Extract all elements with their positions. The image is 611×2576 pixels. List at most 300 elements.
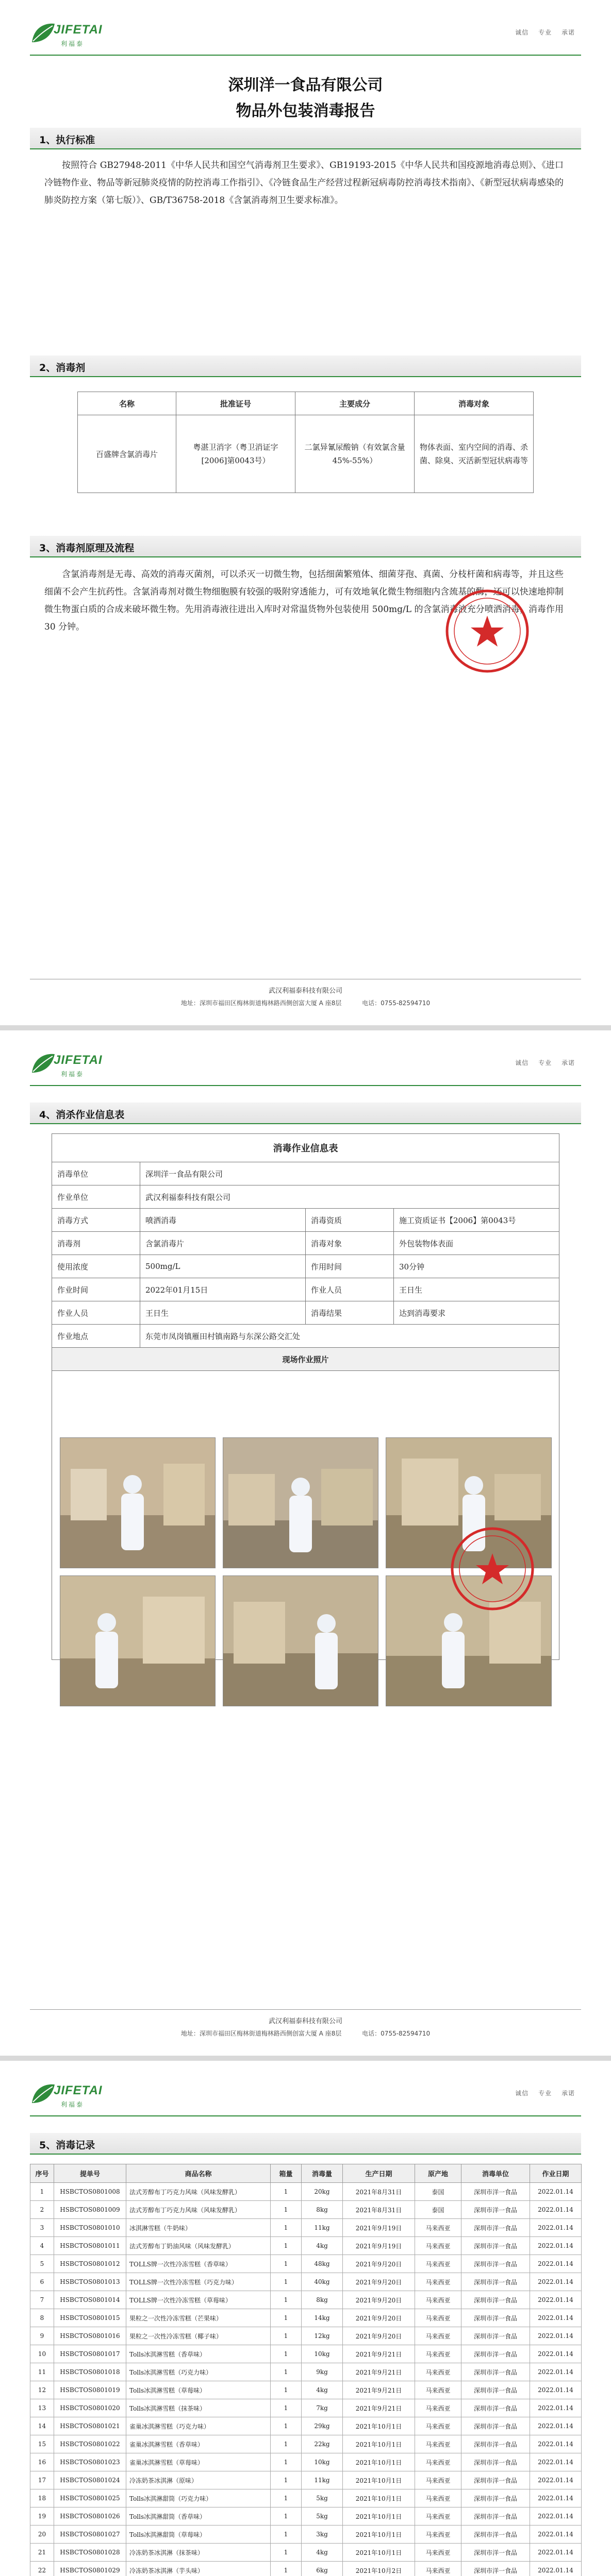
disinfect-amount: 4kg [302, 2237, 343, 2255]
client-unit: 深圳市洋一食品 [461, 2255, 530, 2273]
brand-name-cn: 利福泰 [61, 40, 85, 47]
duration-label: 作用时间 [306, 1255, 394, 1278]
section-title: 4、消杀作业信息表 [39, 1109, 125, 1121]
disinfect-amount: 12kg [302, 2327, 343, 2345]
product-name: Tolls冰淇淋雪糕（抹茶味） [126, 2399, 271, 2417]
product-name: 果粒之一次性冷冻雪糕（芒果味） [126, 2309, 271, 2327]
disinfect-amount: 11kg [302, 2219, 343, 2237]
staff-label: 作业人员 [306, 1278, 394, 1301]
col-header-origin: 原产地 [415, 2164, 461, 2183]
origin: 马来西亚 [415, 2237, 461, 2255]
origin: 泰国 [415, 2201, 461, 2219]
disinfect-amount: 10kg [302, 2453, 343, 2471]
bill-number: HSBCTOS0801029 [54, 2562, 126, 2576]
product-name: TOLLS牌一次性冷冻雪糕（草莓味） [126, 2291, 271, 2309]
slogan-2: 专业 [538, 2090, 552, 2097]
disinfectant-name: 百盛牌含氯消毒片 [78, 415, 176, 493]
table-row [30, 2309, 582, 2327]
client-unit: 深圳市洋一食品 [461, 2273, 530, 2291]
carton-count: 1 [271, 2507, 302, 2526]
row-index: 3 [30, 2219, 54, 2237]
client-unit: 深圳市洋一食品 [461, 2219, 530, 2237]
production-date: 2021年10月1日 [343, 2417, 415, 2435]
product-name: Tolls冰淇淋雪糕（草莓味） [126, 2381, 271, 2399]
footer-contact [0, 998, 611, 1007]
footer-address: 地址：深圳市福田区梅林街道梅林路西侧创富大厦 A 座8层 [180, 2030, 342, 2037]
table-row [30, 2381, 582, 2399]
production-date: 2021年9月20日 [343, 2291, 415, 2309]
slogan-1: 诚信 [515, 2090, 529, 2097]
production-date: 2021年10月1日 [343, 2489, 415, 2507]
production-date: 2021年10月2日 [343, 2562, 415, 2576]
object-label: 消毒对象 [306, 1232, 394, 1255]
work-date: 2022.01.14 [530, 2291, 582, 2309]
carton-count: 1 [271, 2544, 302, 2562]
row-index: 11 [30, 2363, 54, 2381]
disinfect-amount: 9kg [302, 2363, 343, 2381]
table-row [30, 2363, 582, 2381]
carton-count: 1 [271, 2273, 302, 2291]
carton-count: 1 [271, 2471, 302, 2489]
table-row [30, 2453, 582, 2471]
product-name: 法式芳醇布丁巧克力风味（风味发酵乳） [126, 2201, 271, 2219]
product-name: TOLLS牌一次性冷冻雪糕（香草味） [126, 2255, 271, 2273]
col-header-product-name: 商品名称 [126, 2164, 271, 2183]
production-date: 2021年9月21日 [343, 2399, 415, 2417]
origin: 马来西亚 [415, 2219, 461, 2237]
date-label: 作业时间 [52, 1278, 140, 1301]
production-date: 2021年9月19日 [343, 2219, 415, 2237]
product-name: Tolls冰淇淋甜筒（巧克力味） [126, 2489, 271, 2507]
carton-count: 1 [271, 2255, 302, 2273]
table-row [30, 2417, 582, 2435]
report-page-3 [0, 2061, 611, 2576]
brand-name: JIFETAI [54, 2083, 103, 2097]
slogan-3: 承诺 [561, 1059, 575, 1066]
origin: 马来西亚 [415, 2327, 461, 2345]
report-page-1 [0, 0, 611, 1025]
origin: 马来西亚 [415, 2526, 461, 2544]
carton-count: 1 [271, 2291, 302, 2309]
table-row [30, 2219, 582, 2237]
origin: 马来西亚 [415, 2544, 461, 2562]
product-name: Tolls冰淇淋甜筒（草莓味） [126, 2526, 271, 2544]
origin: 马来西亚 [415, 2471, 461, 2489]
origin: 马来西亚 [415, 2417, 461, 2435]
leaf-icon [30, 22, 57, 44]
client-unit: 深圳市洋一食品 [461, 2183, 530, 2201]
carton-count: 1 [271, 2345, 302, 2363]
company-seal [443, 587, 531, 675]
row-index: 15 [30, 2435, 54, 2453]
production-date: 2021年8月31日 [343, 2201, 415, 2219]
table-row [30, 2562, 582, 2576]
report-page-2 [0, 1030, 611, 2056]
origin: 马来西亚 [415, 2363, 461, 2381]
disinfect-amount: 22kg [302, 2435, 343, 2453]
bill-number: HSBCTOS0801028 [54, 2544, 126, 2562]
work-date: 2022.01.14 [530, 2381, 582, 2399]
bill-number: HSBCTOS0801014 [54, 2291, 126, 2309]
slogan-1: 诚信 [515, 29, 529, 36]
section-disinfectant [30, 355, 581, 377]
carton-count: 1 [271, 2183, 302, 2201]
table-row [30, 2183, 582, 2201]
production-date: 2021年10月1日 [343, 2435, 415, 2453]
footer-phone: 电话：0755-82594710 [362, 999, 431, 1007]
slogan-2: 专业 [538, 29, 552, 36]
col-header: 消毒对象 [415, 392, 534, 415]
production-date: 2021年9月20日 [343, 2309, 415, 2327]
date-value: 2022年01月15日 [140, 1278, 306, 1301]
row-index: 4 [30, 2237, 54, 2255]
production-date: 2021年10月1日 [343, 2507, 415, 2526]
row-index: 10 [30, 2345, 54, 2363]
footer-company: 武汉利福泰科技有限公司 [268, 987, 342, 995]
license-value: 施工资质证书【2006】第0043号 [394, 1209, 559, 1232]
client-label: 消毒单位 [52, 1162, 140, 1185]
disinfectant-target: 物体表面、室内空间的消毒、杀菌、除臭、灭活新型冠状病毒等 [415, 415, 534, 493]
client-unit: 深圳市洋一食品 [461, 2345, 530, 2363]
row-index: 19 [30, 2507, 54, 2526]
origin: 马来西亚 [415, 2381, 461, 2399]
carton-count: 1 [271, 2327, 302, 2345]
site-photo-2 [223, 1437, 378, 1568]
bill-number: HSBCTOS0801024 [54, 2471, 126, 2489]
slogan-1: 诚信 [515, 1059, 529, 1066]
production-date: 2021年8月31日 [343, 2183, 415, 2201]
work-date: 2022.01.14 [530, 2435, 582, 2453]
operator-label: 作业单位 [52, 1185, 140, 1209]
origin: 泰国 [415, 2183, 461, 2201]
production-date: 2021年9月21日 [343, 2381, 415, 2399]
work-date: 2022.01.14 [530, 2544, 582, 2562]
agent-value: 含氯消毒片 [140, 1232, 306, 1255]
location-value: 东莞市凤岗镇雁田村镇南路与东深公路交汇处 [140, 1325, 559, 1348]
disinfectant-ingredient: 二氯异氰尿酸钠（有效氯含量45%-55%） [295, 415, 415, 493]
disinfect-amount: 4kg [302, 2544, 343, 2562]
row-index: 18 [30, 2489, 54, 2507]
table-row [30, 2435, 582, 2453]
origin: 马来西亚 [415, 2489, 461, 2507]
production-date: 2021年10月1日 [343, 2544, 415, 2562]
work-date: 2022.01.14 [530, 2309, 582, 2327]
section-title: 5、消毒记录 [39, 2140, 95, 2151]
standards-text: 按照符合 GB27948-2011《中华人民共和国空气消毒剂卫生要求》、GB19193-2015《中华人民共和国疫源地消毒总则》、《进口冷链物作业、物品等新冠肺炎疫情的防控消毒工作指引》、《冷链食品生产经营过程新冠病毒防控消毒技术指南》、《新型冠状病毒感染的肺炎防控方案（第七版）》、GB/T36758-2018《含氯消毒剂卫生要求标准》。 [44, 160, 564, 206]
header-slogans [508, 28, 575, 37]
product-name: Tolls冰淇淋雪糕（香草味） [126, 2345, 271, 2363]
origin: 马来西亚 [415, 2255, 461, 2273]
worksheet-title: 消毒作业信息表 [52, 1134, 559, 1162]
disinfect-amount: 40kg [302, 2273, 343, 2291]
header-slogans [508, 1058, 575, 1067]
disinfect-amount: 11kg [302, 2471, 343, 2489]
product-name: 冷冻奶茶冰淇淋（抹茶味） [126, 2544, 271, 2562]
site-photo-5 [223, 1575, 378, 1706]
row-index: 13 [30, 2399, 54, 2417]
row-index: 5 [30, 2255, 54, 2273]
work-date: 2022.01.14 [530, 2255, 582, 2273]
table-row [30, 2489, 582, 2507]
work-date: 2022.01.14 [530, 2183, 582, 2201]
principle-text: 含氯消毒剂是无毒、高效的消毒灭菌剂，可以杀灭一切微生物，包括细菌繁殖体、细菌芽孢、真菌、分枝杆菌和病毒等，并且这些细菌不会产生抗药性。含氯消毒剂对微生物细胞膜有较强的吸附穿透能力，可有效地氧化微生物细胞内含巯基的酶，还可以快速地抑制微生物蛋白质的合成来破坏微生物。先用消毒液往进出入库时对常温货物外包装使用 500mg/L 的含氯消毒液充分喷洒消毒，消毒作用 30 分钟。 [44, 569, 564, 632]
work-date: 2022.01.14 [530, 2453, 582, 2471]
brand-name: JIFETAI [54, 1053, 103, 1067]
row-index: 20 [30, 2526, 54, 2544]
slogan-3: 承诺 [561, 29, 575, 36]
bill-number: HSBCTOS0801027 [54, 2526, 126, 2544]
work-date: 2022.01.14 [530, 2327, 582, 2345]
section-title: 1、执行标准 [39, 134, 95, 146]
bill-number: HSBCTOS0801025 [54, 2489, 126, 2507]
carton-count: 1 [271, 2201, 302, 2219]
work-date: 2022.01.14 [530, 2526, 582, 2544]
work-date: 2022.01.14 [530, 2345, 582, 2363]
client-value: 深圳洋一食品有限公司 [140, 1162, 559, 1185]
table-row [30, 2201, 582, 2219]
product-name: 法式芳醇布丁巧克力风味（风味发酵乳） [126, 2183, 271, 2201]
bill-number: HSBCTOS0801023 [54, 2453, 126, 2471]
product-name: 雀巢冰淇淋雪糕（巧克力味） [126, 2417, 271, 2435]
section-title: 2、消毒剂 [39, 362, 86, 374]
carton-count: 1 [271, 2363, 302, 2381]
product-name: 冷冻奶茶冰淇淋（原味） [126, 2471, 271, 2489]
disinfect-amount: 3kg [302, 2526, 343, 2544]
client-unit: 深圳市洋一食品 [461, 2399, 530, 2417]
table-row [30, 2471, 582, 2489]
brand-logo [30, 20, 112, 50]
production-date: 2021年9月20日 [343, 2255, 415, 2273]
production-date: 2021年9月20日 [343, 2327, 415, 2345]
footer-divider [30, 2009, 581, 2010]
result-value: 达到消毒要求 [394, 1301, 559, 1325]
table-row [30, 2291, 582, 2309]
carton-count: 1 [271, 2417, 302, 2435]
personnel-label: 作业人员 [52, 1301, 140, 1325]
carton-count: 1 [271, 2453, 302, 2471]
table-row [30, 2399, 582, 2417]
origin: 马来西亚 [415, 2309, 461, 2327]
product-name: 雀巢冰淇淋雪糕（草莓味） [126, 2453, 271, 2471]
carton-count: 1 [271, 2489, 302, 2507]
row-index: 17 [30, 2471, 54, 2489]
report-title: 物品外包装消毒报告 [236, 102, 375, 120]
production-date: 2021年10月1日 [343, 2471, 415, 2489]
carton-count: 1 [271, 2435, 302, 2453]
bill-number: HSBCTOS0801022 [54, 2435, 126, 2453]
work-date: 2022.01.14 [530, 2219, 582, 2237]
production-date: 2021年9月21日 [343, 2363, 415, 2381]
records-table [30, 2164, 582, 2576]
carton-count: 1 [271, 2309, 302, 2327]
product-name: TOLLS牌一次性冷冻雪糕（巧克力味） [126, 2273, 271, 2291]
header-divider [30, 2115, 581, 2116]
disinfect-amount: 6kg [302, 2562, 343, 2576]
work-date: 2022.01.14 [530, 2471, 582, 2489]
carton-count: 1 [271, 2219, 302, 2237]
row-index: 16 [30, 2453, 54, 2471]
production-date: 2021年10月1日 [343, 2453, 415, 2471]
duration-value: 30分钟 [394, 1255, 559, 1278]
bill-number: HSBCTOS0801013 [54, 2273, 126, 2291]
footer-address: 地址：深圳市福田区梅林街道梅林路西侧创富大厦 A 座8层 [180, 999, 342, 1007]
bill-number: HSBCTOS0801026 [54, 2507, 126, 2526]
client-unit: 深圳市洋一食品 [461, 2201, 530, 2219]
section-worksheet [30, 1103, 581, 1124]
disinfect-amount: 5kg [302, 2489, 343, 2507]
work-date: 2022.01.14 [530, 2201, 582, 2219]
production-date: 2021年9月19日 [343, 2237, 415, 2255]
object-value: 外包装物体表面 [394, 1232, 559, 1255]
col-header: 名称 [78, 392, 176, 415]
client-unit: 深圳市洋一食品 [461, 2471, 530, 2489]
bill-number: HSBCTOS0801016 [54, 2327, 126, 2345]
brand-logo [30, 2080, 112, 2111]
col-header-carton-count: 箱量 [271, 2164, 302, 2183]
origin: 马来西亚 [415, 2345, 461, 2363]
site-photo-4 [60, 1575, 216, 1706]
conc-label: 使用浓度 [52, 1255, 140, 1278]
client-unit: 深圳市洋一食品 [461, 2291, 530, 2309]
footer-contact [0, 2029, 611, 2038]
client-unit: 深圳市洋一食品 [461, 2327, 530, 2345]
disinfect-amount: 7kg [302, 2399, 343, 2417]
origin: 马来西亚 [415, 2453, 461, 2471]
disinfect-amount: 48kg [302, 2255, 343, 2273]
company-seal [449, 1525, 536, 1613]
disinfectant-table [77, 392, 534, 493]
brand-logo [30, 1050, 112, 1081]
row-index: 12 [30, 2381, 54, 2399]
leaf-icon [30, 1052, 57, 1075]
client-unit: 深圳市洋一食品 [461, 2435, 530, 2453]
bill-number: HSBCTOS0801010 [54, 2219, 126, 2237]
client-unit: 深圳市洋一食品 [461, 2363, 530, 2381]
table-row [30, 2327, 582, 2345]
table-row [30, 2544, 582, 2562]
disinfect-amount: 8kg [302, 2201, 343, 2219]
carton-count: 1 [271, 2399, 302, 2417]
row-index: 7 [30, 2291, 54, 2309]
col-header-production-date: 生产日期 [343, 2164, 415, 2183]
bill-number: HSBCTOS0801015 [54, 2309, 126, 2327]
footer-company: 武汉利福泰科技有限公司 [268, 2018, 342, 2025]
production-date: 2021年10月1日 [343, 2526, 415, 2544]
disinfect-amount: 20kg [302, 2183, 343, 2201]
disinfectant-approval: 粤湛卫消字（粤卫消证字[2006]第0043号） [176, 415, 295, 493]
header-divider [30, 55, 581, 56]
production-date: 2021年9月20日 [343, 2273, 415, 2291]
carton-count: 1 [271, 2237, 302, 2255]
origin: 马来西亚 [415, 2273, 461, 2291]
product-name: 冷冻奶茶冰淇淋（芋头味） [126, 2562, 271, 2576]
carton-count: 1 [271, 2526, 302, 2544]
work-date: 2022.01.14 [530, 2507, 582, 2526]
row-index: 9 [30, 2327, 54, 2345]
origin: 马来西亚 [415, 2399, 461, 2417]
product-name: 法式芳醇布丁奶油风味（风味发酵乳） [126, 2237, 271, 2255]
personnel-value: 王日生 [140, 1301, 306, 1325]
client-unit: 深圳市洋一食品 [461, 2417, 530, 2435]
operator-value: 武汉利福泰科技有限公司 [140, 1185, 559, 1209]
result-label: 消毒结果 [306, 1301, 394, 1325]
header-slogans [508, 2089, 575, 2097]
disinfect-amount: 29kg [302, 2417, 343, 2435]
table-row [30, 2507, 582, 2526]
origin: 马来西亚 [415, 2507, 461, 2526]
bill-number: HSBCTOS0801018 [54, 2363, 126, 2381]
client-unit: 深圳市洋一食品 [461, 2562, 530, 2576]
product-name: Tolls冰淇淋雪糕（巧克力味） [126, 2363, 271, 2381]
col-header: 批准证号 [176, 392, 295, 415]
bill-number: HSBCTOS0801011 [54, 2237, 126, 2255]
row-index: 22 [30, 2562, 54, 2576]
row-index: 8 [30, 2309, 54, 2327]
work-date: 2022.01.14 [530, 2399, 582, 2417]
disinfect-amount: 10kg [302, 2345, 343, 2363]
product-name: 冰淇淋雪糕（牛奶味） [126, 2219, 271, 2237]
table-row [30, 2237, 582, 2255]
method-value: 喷洒消毒 [140, 1209, 306, 1232]
row-index: 6 [30, 2273, 54, 2291]
location-label: 作业地点 [52, 1325, 140, 1348]
bill-number: HSBCTOS0801012 [54, 2255, 126, 2273]
report-company: 深圳洋一食品有限公司 [228, 76, 383, 94]
work-date: 2022.01.14 [530, 2273, 582, 2291]
carton-count: 1 [271, 2381, 302, 2399]
agent-label: 消毒剂 [52, 1232, 140, 1255]
table-row [30, 2526, 582, 2544]
table-row [30, 2273, 582, 2291]
work-date: 2022.01.14 [530, 2417, 582, 2435]
production-date: 2021年9月21日 [343, 2345, 415, 2363]
method-label: 消毒方式 [52, 1209, 140, 1232]
col-header: 主要成分 [295, 392, 415, 415]
disinfect-amount: 4kg [302, 2381, 343, 2399]
brand-name-cn: 利福泰 [61, 2101, 85, 2108]
section-principle [30, 536, 581, 557]
col-header-client-unit: 消毒单位 [461, 2164, 530, 2183]
client-unit: 深圳市洋一食品 [461, 2544, 530, 2562]
section-standards [30, 128, 581, 149]
bill-number: HSBCTOS0801009 [54, 2201, 126, 2219]
work-date: 2022.01.14 [530, 2562, 582, 2576]
work-date: 2022.01.14 [530, 2237, 582, 2255]
slogan-3: 承诺 [561, 2090, 575, 2097]
work-date: 2022.01.14 [530, 2489, 582, 2507]
table-row [30, 2255, 582, 2273]
col-header-disinfect-amount: 消毒量 [302, 2164, 343, 2183]
footer-phone: 电话：0755-82594710 [362, 2030, 431, 2037]
col-header-row-index: 序号 [30, 2164, 54, 2183]
product-name: Tolls冰淇淋甜筒（香草味） [126, 2507, 271, 2526]
bill-number: HSBCTOS0801008 [54, 2183, 126, 2201]
bill-number: HSBCTOS0801021 [54, 2417, 126, 2435]
product-name: 果粒之一次性冷冻雪糕（椰子味） [126, 2327, 271, 2345]
client-unit: 深圳市洋一食品 [461, 2507, 530, 2526]
disinfect-amount: 5kg [302, 2507, 343, 2526]
license-label: 消毒资质 [306, 1209, 394, 1232]
section-title: 3、消毒剂原理及流程 [39, 543, 135, 554]
col-header-bill-number: 提单号 [54, 2164, 126, 2183]
client-unit: 深圳市洋一食品 [461, 2453, 530, 2471]
col-header-work-date: 作业日期 [530, 2164, 582, 2183]
leaf-icon [30, 2082, 57, 2105]
table-row [30, 2345, 582, 2363]
conc-value: 500mg/L [140, 1255, 306, 1278]
disinfect-amount: 8kg [302, 2291, 343, 2309]
carton-count: 1 [271, 2562, 302, 2576]
